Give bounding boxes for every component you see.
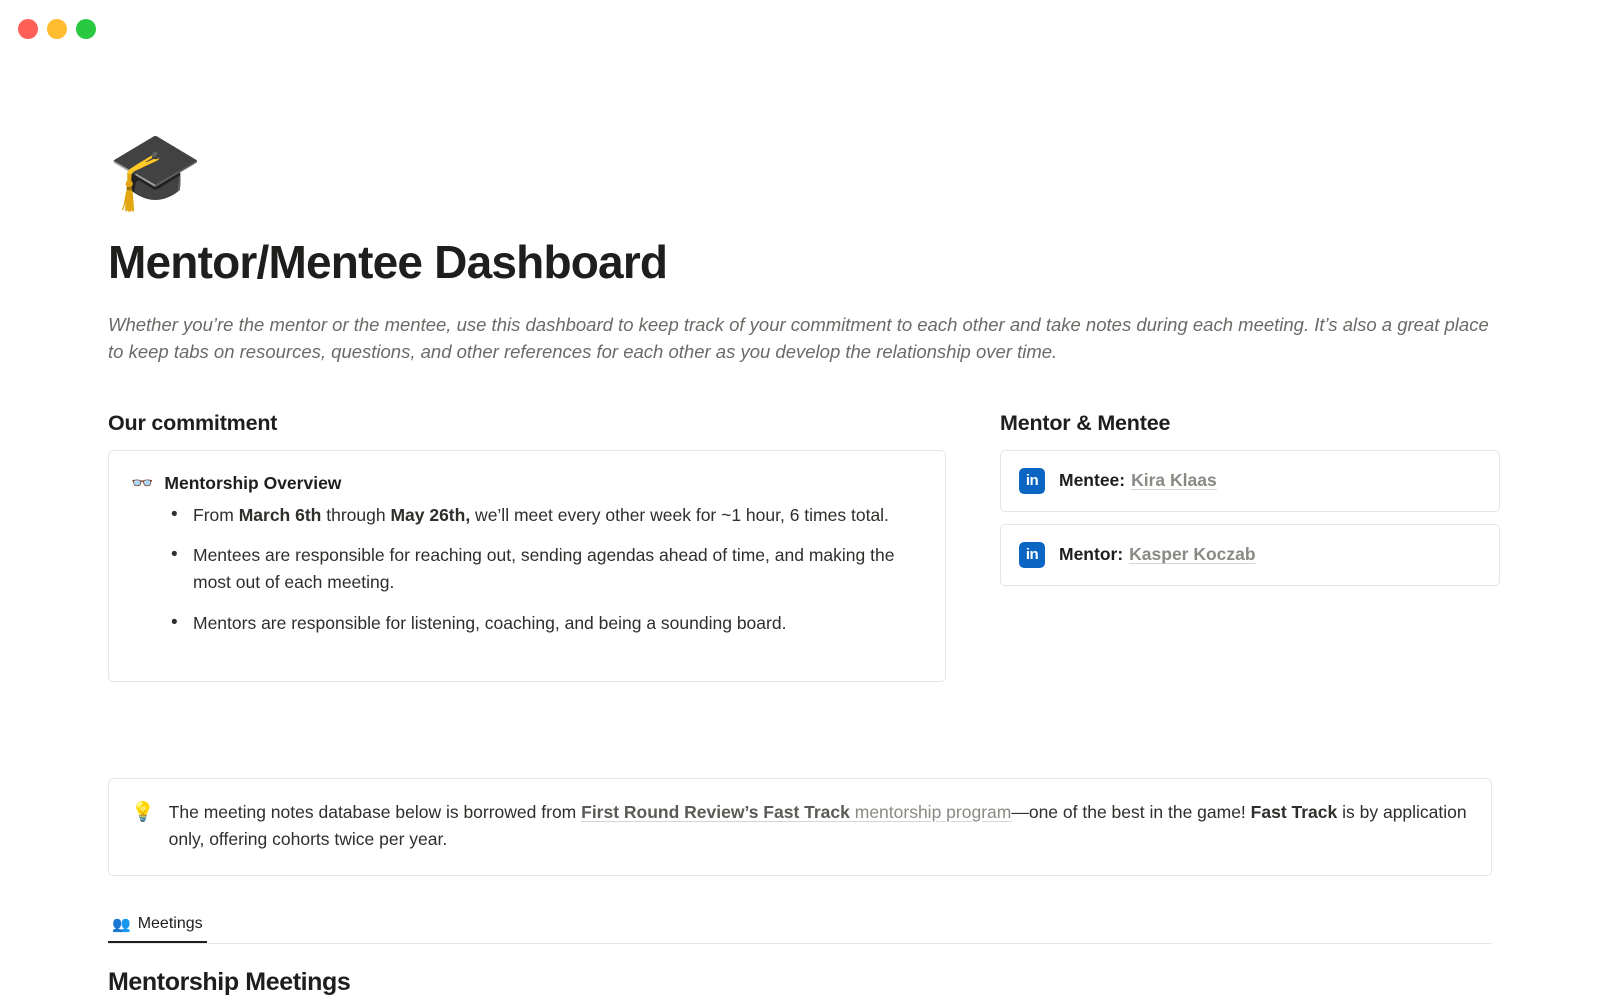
tip-callout bbox=[108, 778, 1492, 876]
commitment-bullet bbox=[193, 502, 919, 529]
callout-header bbox=[131, 473, 919, 494]
bullet-text: Mentors are responsible for listening, coaching, and being a sounding board. bbox=[193, 612, 787, 633]
bullet-emphasis: May 26th, bbox=[390, 504, 471, 525]
tip-text-run: —one of the best in the game! bbox=[1011, 801, 1251, 822]
commitment-bullet bbox=[193, 542, 919, 595]
person-name-link[interactable]: Kasper Koczab bbox=[1129, 544, 1256, 565]
glasses-icon: 👓 bbox=[131, 473, 154, 494]
tip-link-emphasis: First Round Review’s Fast Track bbox=[581, 801, 850, 822]
person-role-label: Mentor: bbox=[1059, 544, 1124, 565]
two-column-section bbox=[108, 411, 1492, 682]
window-titlebar bbox=[0, 0, 1600, 58]
page-subtitle: Whether you’re the mentor or the mentee, use this dashboard to keep track of your commitment to each other and take notes during each meeting. It’s also a great place to keep tabs on resources, questions, and other references for each other as you develop the relationship over time. bbox=[108, 313, 1489, 362]
tab-meetings[interactable] bbox=[108, 915, 207, 943]
close-window-button[interactable] bbox=[18, 19, 38, 39]
people-heading: Mentor & Mentee bbox=[1000, 410, 1171, 435]
database-title: Mentorship Meetings bbox=[108, 968, 351, 997]
person-role-label: Mentee: bbox=[1059, 470, 1126, 491]
callout-title: Mentorship Overview bbox=[164, 472, 342, 493]
tip-emphasis: Fast Track bbox=[1250, 801, 1338, 822]
tip-link[interactable] bbox=[581, 802, 850, 822]
tab-label: Meetings bbox=[137, 915, 203, 933]
bullet-text: we’ll meet every other week for ~1 hour, 6 times total. bbox=[470, 504, 889, 525]
bullet-text: From bbox=[193, 504, 239, 525]
linkedin-icon: in bbox=[1019, 468, 1045, 494]
commitment-column bbox=[108, 411, 946, 682]
linkedin-icon: in bbox=[1019, 542, 1045, 568]
bullet-emphasis: March 6th bbox=[238, 504, 322, 525]
tip-text-run: is by application only, offering cohorts twice per year. bbox=[168, 801, 1467, 850]
page-title: Mentor/Mentee Dashboard bbox=[108, 236, 668, 288]
commitment-bullet bbox=[193, 610, 919, 637]
zoom-window-button[interactable] bbox=[76, 19, 96, 39]
person-name-link[interactable]: Kira Klaas bbox=[1131, 470, 1217, 491]
mentorship-overview-callout bbox=[108, 450, 946, 682]
tip-link[interactable]: mentorship program bbox=[849, 801, 1012, 822]
people-group-icon: 👥 bbox=[112, 915, 131, 933]
people-row-list bbox=[1000, 450, 1500, 586]
page-content bbox=[0, 129, 1600, 997]
people-column bbox=[1000, 411, 1500, 682]
bullet-text: through bbox=[321, 504, 391, 525]
tip-text-run: The meeting notes database below is borrowed from bbox=[168, 801, 582, 822]
database-tab-bar bbox=[108, 906, 1492, 944]
tip-callout-text bbox=[169, 799, 1467, 853]
commitment-heading: Our commitment bbox=[108, 410, 278, 435]
graduation-cap-icon[interactable]: 🎓 bbox=[108, 129, 203, 214]
person-row[interactable] bbox=[1000, 450, 1500, 512]
lightbulb-icon: 💡 bbox=[131, 801, 155, 823]
traffic-light-group bbox=[18, 19, 96, 39]
bullet-text: Mentees are responsible for reaching out, sending agendas ahead of time, and making the most out of each meeting. bbox=[193, 545, 895, 593]
person-row[interactable] bbox=[1000, 524, 1500, 586]
minimize-window-button[interactable] bbox=[47, 19, 67, 39]
commitment-bullet-list bbox=[131, 502, 919, 636]
